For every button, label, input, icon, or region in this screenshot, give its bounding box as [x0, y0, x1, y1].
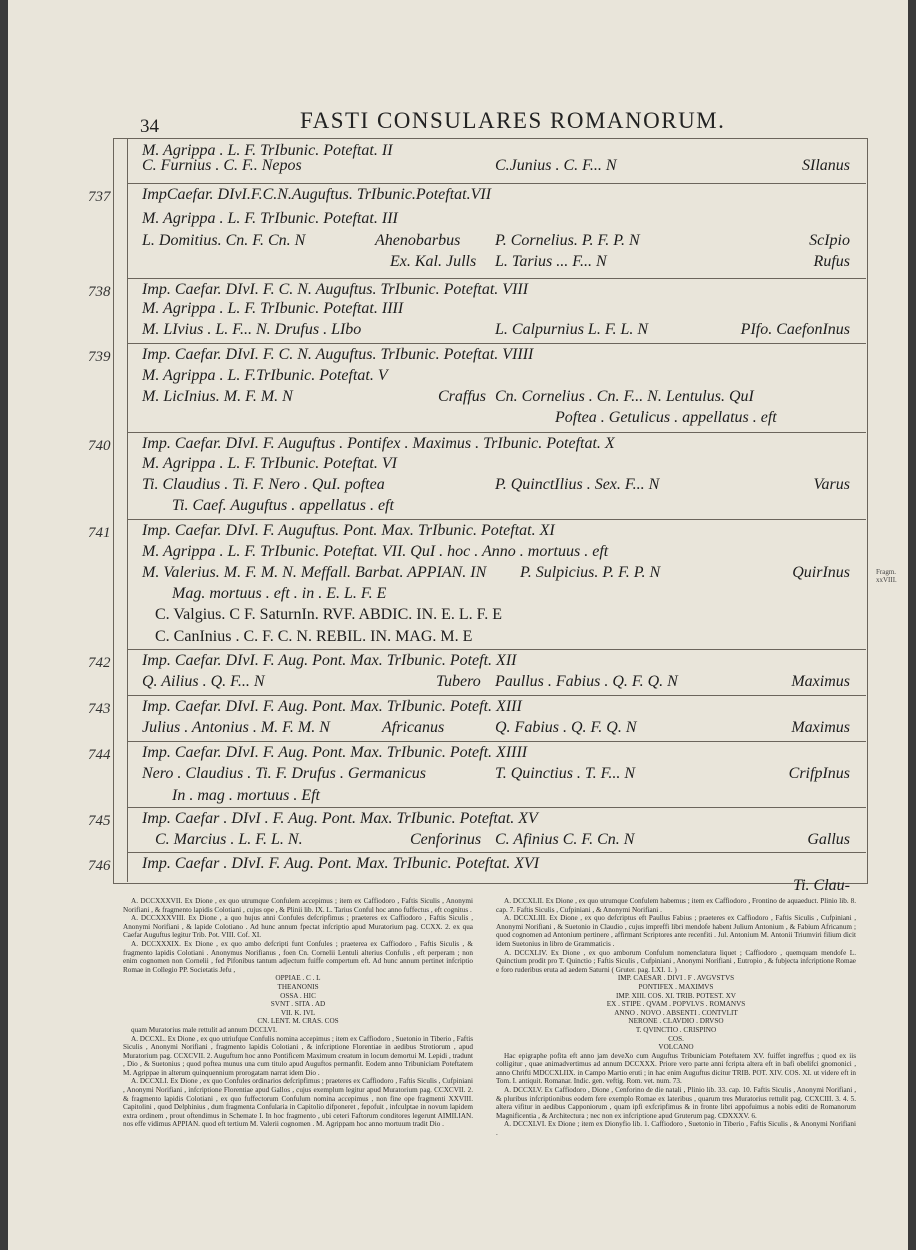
margin-note: Fragm. xxVIII.: [876, 568, 897, 584]
inscription-line: PONTIFEX . MAXIMVS: [638, 982, 714, 991]
consul-entry: C. Afinius C. F. Cn. N: [495, 831, 635, 848]
footnote-paragraph: Hac epigraphe pofita eft anno jam deveXo cum Auguftus Tribuniciam Poteftatem XV. fuiffet ingreffus ; quod ex iis colligitur , quae animadvertimus ad annum DCCXXX. Priore vero parte anni fcripta altera eft in bafi obelifci gnomonici , anno Chrifti MDCCXLIIX. in Campo Martio eruti ; in hac enim Auguftus dicitur TRIB. POT. XIV. COS. XI. ut videre eft in Tom. I. antiquit. Romanar. Indic. gen. veftig. Rom. vet. num. 73.: [496, 1051, 856, 1086]
inscription-line: OPPIAE . C . L: [275, 974, 321, 983]
inscription-line: VOLCANO: [658, 1043, 694, 1052]
inscription-line: THEANONIS: [277, 982, 319, 991]
year-label: 737: [88, 189, 111, 205]
year-separator-rule: [128, 649, 866, 650]
year-separator-rule: [128, 807, 866, 808]
consul-entry: M. LicInius. M. F. M. N: [142, 388, 293, 405]
consul-entry: M. Agrippa . L. F. TrIbunic. Poteftat. VII. QuI . hoc . Anno . mortuus . eft: [142, 543, 609, 560]
consul-entry: Nero . Claudius . Ti. F. Drufus . Germanicus: [142, 765, 427, 782]
consul-entry: Ti. Caef. Auguftus . appellatus . eft: [172, 497, 394, 514]
footnote-paragraph: A. DCCXXXVII. Ex Dione , ex quo utrumque Confulem accepimus ; item ex Caffiodoro , Faftis Siculis , Anonymi Norifiani , & fragmento lapidis Colotiani , cujus ope , & Plinii lib. IX. L. Tarius Conful hoc anno fuffectus , eft cognitus .: [123, 897, 473, 914]
consul-entry: Q. Fabius . Q. F. Q. N: [495, 719, 637, 736]
consul-entry: Cenforinus: [410, 831, 482, 848]
consul-entry: Q. Ailius . Q. F... N: [142, 673, 265, 690]
inscription-line: T. QVINCTIO . CRISPINO: [635, 1025, 717, 1034]
consul-entry: P. Sulpicius. P. F. P. N: [520, 564, 661, 581]
consul-entry: Craffus: [438, 388, 487, 405]
consul-entry: Varus: [813, 476, 850, 493]
consul-entry: ScIpio: [809, 232, 850, 249]
year-separator-rule: [128, 695, 866, 696]
inscription-line: IMP. XIII. COS. XI. TRIB. POTEST. XV: [616, 991, 736, 1000]
consul-entry: L. Calpurnius L. F. L. N: [495, 321, 649, 338]
footnote-paragraph: A. DCCXLVI. Ex Dione ; item ex Dionyfio lib. 1. Caffiodoro , Suetonio in Tiberio , Faftis Siculis , & Anonymi Norifiani .: [496, 1120, 856, 1138]
inscription-line: SVNT . SITA . AD: [270, 1000, 326, 1009]
consul-entry: C. Furnius . C. F.. Nepos: [142, 157, 302, 174]
year-label: 745: [88, 813, 111, 829]
consul-entry: Imp. Caefar. DIvI. F. Aug. Pont. Max. TrIbunic. Poteft. XII: [142, 652, 517, 669]
consul-entry: Cn. Cornelius . Cn. F... N. Lentulus. QuI: [495, 388, 754, 405]
consul-entry: Ahenobarbus: [375, 232, 461, 249]
consul-entry: Imp. Caefar. DIvI. F. C. N. Auguftus. TrIbunic. Poteftat. VIIII: [142, 346, 534, 363]
consul-entry: L. Tarius ... F... N: [495, 253, 607, 270]
consul-entry: Paullus . Fabius . Q. F. Q. N: [495, 673, 678, 690]
consul-entry: Imp. Caefar. DIvI. F. Auguftus. Pont. Max. TrIbunic. Poteftat. XI: [142, 522, 555, 539]
year-separator-rule: [128, 741, 866, 742]
footnotes-left: [123, 897, 473, 1129]
consul-entry: C.Junius . C. F... N: [495, 157, 617, 174]
consul-entry: Rufus: [813, 253, 850, 270]
consul-entry: C. CanInius . C. F. C. N. REBIL. IN. MAG. M. E: [155, 628, 473, 645]
year-label: 743: [88, 701, 111, 717]
consul-entry: Imp. Caefar. DIvI. F. Aug. Pont. Max. TrIbunic. Poteft. XIIII: [142, 744, 528, 761]
page-number: 34: [140, 116, 159, 137]
footnote-paragraph: A. DCCXL. Ex Dione , ex quo utriufque Confulis nomina accepimus ; item ex Caffiodoro , Suetonio in Tiberio , Faftis Siculis , Anonymi Norifiani , fragmento lapidis Colotiani , & infcriptione Florentiae in aedibus Strotiorum , apud Muratorium pag. CCXCVII. 2. Auguftum hoc anno Pontificem Maximum creatum in locum demortui M. Lepidi , tradunt , Dio , & Suetonius ; quod poftea munus una cum titulo apud Auguftos permanfit. Eodem anno Tribuniciam Poteftatem M. Agrippae in alterum quinquennium prorogatam narrat idem Dio .: [123, 1034, 473, 1077]
page-header: [140, 108, 860, 138]
consul-entry: Imp. Caefar. DIvI. F. C. N. Auguftus. TrIbunic. Poteftat. VIII: [142, 281, 529, 298]
consul-entry: M. Agrippa . L. F.TrIbunic. Poteftat. V: [142, 367, 388, 384]
year-label: 742: [88, 655, 111, 671]
footnote-paragraph: A. DCCXLII. Ex Dione , ex quo utrumque Confulem habemus ; item ex Caffiodoro , Frontino de aquaeduct. Plinio lib. 8. cap. 7. Faftis Siculis , Cufpiniani , & Anonymi Norifiani .: [496, 897, 856, 914]
year-separator-rule: [128, 183, 866, 184]
consul-entry: Mag. mortuus . eft . in . E. L. F. E: [172, 585, 387, 602]
consul-entry: In . mag . mortuus . Eft: [172, 787, 320, 804]
consul-entry: Imp. Caefar. DIvI. F. Aug. Pont. Max. TrIbunic. Poteft. XIII: [142, 698, 522, 715]
year-separator-rule: [128, 278, 866, 279]
consul-entry: Gallus: [807, 831, 850, 848]
inscription-line: CN. LENT. M. CRAS. COS: [257, 1017, 339, 1026]
consul-entry: Poftea . Getulicus . appellatus . eft: [555, 409, 777, 426]
consul-entry: Ti. Claudius . Ti. F. Nero . QuI. poftea: [142, 476, 385, 493]
year-separator-rule: [128, 852, 866, 853]
footnote-paragraph: quam Muratorius male rettulit ad annum DCCLVI.: [131, 1025, 278, 1034]
year-label: 739: [88, 349, 111, 365]
consul-entry: M. Agrippa . L. F. TrIbunic. Poteftat. IIII: [142, 300, 404, 317]
year-separator-rule: [128, 519, 866, 520]
consul-entry: M. Agrippa . L. F. TrIbunic. Poteftat. III: [142, 210, 398, 227]
consul-entry: M. Agrippa . L. F. TrIbunic. Poteftat. VI: [142, 455, 397, 472]
consul-entry: Maximus: [791, 673, 850, 690]
consul-entry: Julius . Antonius . M. F. M. N: [142, 719, 330, 736]
year-label: 744: [88, 747, 111, 763]
year-label: 746: [88, 858, 111, 874]
consul-entry: Maximus: [791, 719, 850, 736]
inscription-line: IMP. CAESAR . DIVI . F . AVGVSTVS: [617, 974, 735, 983]
consul-entry: QuirInus: [792, 564, 850, 581]
inscription-line: EX . STIPE . QVAM . POPVLVS . ROMANVS: [606, 1000, 746, 1009]
consul-entry: L. Domitius. Cn. F. Cn. N: [142, 232, 306, 249]
consul-entry: Africanus: [382, 719, 445, 736]
footnote-paragraph: A. DCCXLV. Ex Caffiodoro , Dione , Cenforino de die natali , Plinio lib. 33. cap. 10. Faftis Siculis , Anonymi Norifiani , & pluribus infcriptionibus eodem fere exemplo Romae ex lateribus , quarum tres Muratorius rettulit pag. CCXCIII. 3. 4. 5. altera vifitur in aedibus Capponiorum , quam ipfi exfcripfimus & in fronte libri appofuimus a nobis editi de Romanorum Magnificentia , & Architectura ; nec non ex infcriptione apud Gruterum pag. CDXXXV. 6.: [496, 1086, 856, 1120]
year-label: 740: [88, 438, 111, 454]
footnote-paragraph: A. DCCXXXVIII. Ex Dione , a quo hujus anni Confules defcripfimus ; praeteres ex Caffiodoro , Faftis Siculis , Anonymi Norifiani , & lapide Colotiano . Ad hunc annum fpectat infcriptio apud Muratorium pag. CCXX. 2. ex qua Caefar Auguftus legitur Trib. Pot. VIII. Cof. XI.: [123, 914, 473, 940]
footnote-paragraph: A. DCCXLI. Ex Dione , ex quo Confules ordinarios defcripfimus ; praeteres ex Caffiodoro , Faftis Siculis , Cufpiniani , Anonymi Norifiani , infcriptione Florentiae apud Gallos , cujus exemplum legitur apud Muratorium pag. CCXCVII. 2. & fragmento lapidis Colotiani , ex quo fuffectorum Confulum nomina accepimus , non fine ope fragmenti XXVIII. Capitolini , quod Delphinius , dum fragmenta Confularia in Capitolio difponeret , fepofuit , infculptae in novum lapidem extra ordinem , prout oftendimus in Schemate I. In hoc fragmento , ubi ceteri Faftorum conditores legerunt AIMILIAN. nos effe vidimus APPIAN. quod eft tertium M. Valerii cognomen . M. Agrippam hoc anno mortuum tradit Dio .: [123, 1077, 473, 1129]
consul-entry: Imp. Caefar . DIvI . F. Aug. Pont. Max. TrIbunic. Poteftat. XV: [142, 810, 538, 827]
consul-entry: C. Marcius . L. F. L. N.: [155, 831, 303, 848]
book-page: [8, 0, 908, 1250]
inscription-line: OSSA . HIC: [280, 991, 316, 1000]
year-label: 741: [88, 525, 111, 541]
year-separator-rule: [128, 343, 866, 344]
year-label: 738: [88, 284, 111, 300]
inscription-line: COS.: [668, 1034, 684, 1043]
consul-entry: SIlanus: [802, 157, 850, 174]
consul-entry: CrifpInus: [788, 765, 850, 782]
consul-entry: M. Valerius. M. F. M. N. Meffall. Barbat. APPIAN. IN: [142, 564, 487, 581]
running-title: FASTI CONSULARES ROMANORUM.: [300, 108, 726, 133]
consul-entry: Ti. Clau-: [793, 877, 850, 894]
footnote-paragraph: A. DCCXLIV. Ex Dione , ex quo amborum Confulum nomenclatura liquet ; Caffiodoro , quemquam mendofe L. Quinctium prodit pro T. Quinctio ; Faftis Siculis , Cufpiniani , Anonymi Norifiani , Eutropio , & fubjecta infcriptione Romae e foro ruderibus eruta ad aedem Saturni ( Gruter. pag. LXI. 1. ): [496, 948, 856, 974]
year-separator-rule: [128, 432, 866, 433]
consul-entry: M. Agrippa . L. F. TrIbunic. Poteftat. II: [142, 142, 393, 159]
consul-entry: Imp. Caefar. DIvI. F. Auguftus . Pontifex . Maximus . TrIbunic. Poteftat. X: [142, 435, 615, 452]
inscription-line: ANNO . NOVO . ABSENTI . CONTVLIT: [614, 1008, 738, 1017]
consul-entry: PIfo. CaefonInus: [740, 321, 850, 338]
footnote-paragraph: A. DCCXLIII. Ex Dione , ex quo defcriptus eft Paullus Fabius ; praeteres ex Caffiodoro , Faftis Siculis , Cufpiniani , Anonymi Norifiani , & Suetonio in Claudio , cujus impreffi libri mendofe habent Julium Antonium , & Fabium Africanum ; quod cognomen ad Antonium pertinere , affirmant Scriptores ante recenfiti . Jul. Antonium M. Antonii Triumviri filium dicit idem Suetonius in libro de Grammaticis .: [496, 914, 856, 948]
footnotes-right: [496, 897, 856, 1138]
consul-entry: P. Cornelius. P. F. P. N: [495, 232, 640, 249]
inscription-line: VII. K. IVL: [280, 1008, 316, 1017]
consul-entry: Ex. Kal. Julls: [390, 253, 477, 270]
consul-entry: M. LIvius . L. F... N. Drufus . LIbo: [142, 321, 362, 338]
footnote-paragraph: A. DCCXXXIX. Ex Dione , ex quo ambo defcripti funt Confules ; praeterea ex Caffiodoro , Faftis Siculis , & fragmento lapidis Colotiani . Anonymus Norifianus , foen Cn. Cornelii Lentuli alterius Confulis , eft perperam ; non enim cognomen non Cornelii , fed Pifonibus tantum adjectum fuiffe compertum eft. Ad hunc annum pertinet infcriptio Romae in Collegio PP. Societatis Jefu ,: [123, 939, 473, 974]
consul-entry: C. Valgius. C F. SaturnIn. RVF. ABDIC. IN. E. L. F. E: [155, 606, 503, 623]
consul-entry: P. QuinctIlius . Sex. F... N: [495, 476, 660, 493]
consul-entry: ImpCaefar. DIvI.F.C.N.Auguftus. TrIbunic.Poteftat.VII: [142, 186, 492, 203]
inscription-line: NERONE . CLAVDIO . DRVSO: [628, 1017, 724, 1026]
consul-entry: Tubero: [436, 673, 481, 690]
table-inner-rule: [127, 138, 128, 882]
consul-entry: T. Quinctius . T. F... N: [495, 765, 636, 782]
consul-entry: Imp. Caefar . DIvI. F. Aug. Pont. Max. TrIbunic. Poteftat. XVI: [142, 855, 540, 872]
